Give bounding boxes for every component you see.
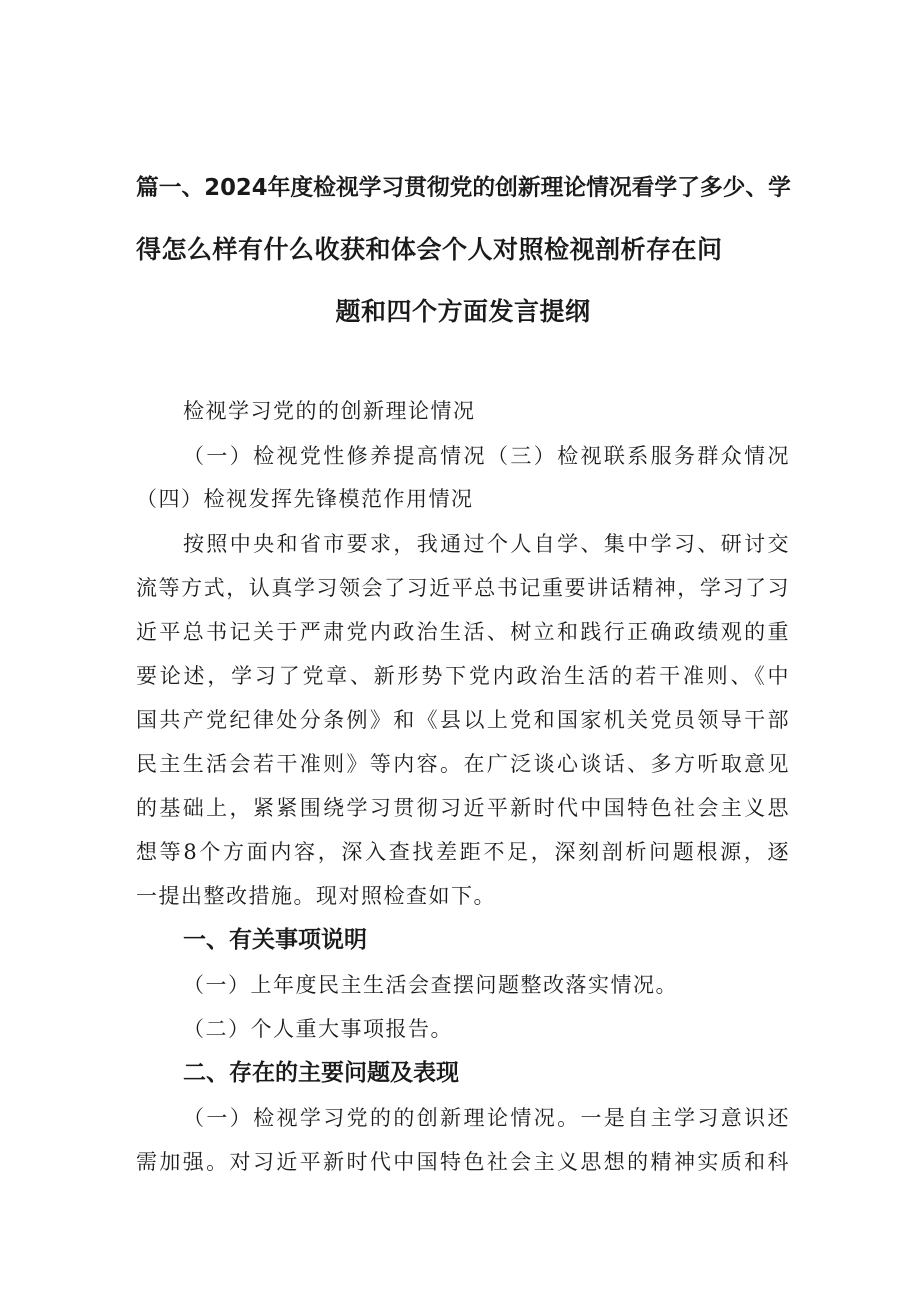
section-2-line-1: （一）检视学习党的的创新理论情况。一是自主学习意识还 bbox=[183, 1106, 790, 1130]
paragraph-line-9: 一提出整改措施。现对照检查如下。 bbox=[136, 884, 496, 908]
paragraph-line-5: 国共产党纪律处分条例》和《县以上党和国家机关党员领导干部 bbox=[136, 708, 790, 732]
intro-line-1: 检视学习党的的创新理论情况 bbox=[183, 399, 476, 423]
section-2-line-2: 需加强。对习近平新时代中国特色社会主义思想的精神实质和科 bbox=[136, 1150, 790, 1174]
intro-line-3: （四）检视发挥先锋模范作用情况 bbox=[136, 487, 474, 511]
document-title-line-3: 题和四个方面发言提纲 bbox=[335, 297, 591, 326]
document-title-line-2: 得怎么样有什么收获和体会个人对照检视剖析存在问 bbox=[136, 235, 723, 264]
document-title-line-1: 篇一、2024年度检视学习贯彻党的创新理论情况看学了多少、学 bbox=[136, 175, 791, 201]
section-1-item-1: （一）上年度民主生活会查摆问题整改落实情况。 bbox=[183, 973, 678, 997]
paragraph-line-3: 近平总书记关于严肃党内政治生活、树立和践行正确政绩观的重 bbox=[136, 620, 790, 644]
intro-line-2: （一）检视党性修养提高情况（三）检视联系服务群众情况 bbox=[183, 444, 790, 468]
paragraph-line-2: 流等方式，认真学习领会了习近平总书记重要讲话精神，学习了习 bbox=[136, 576, 790, 600]
paragraph-line-1: 按照中央和省市要求，我通过个人自学、集中学习、研讨交 bbox=[183, 532, 790, 556]
section-1-item-2: （二）个人重大事项报告。 bbox=[183, 1017, 453, 1041]
paragraph-line-6: 民主生活会若干准则》等内容。在广泛谈心谈话、多方听取意见 bbox=[136, 752, 790, 776]
paragraph-line-8: 想等8个方面内容，深入查找差距不足，深刻剖析问题根源，逐 bbox=[136, 840, 790, 864]
paragraph-line-4: 要论述，学习了党章、新形势下党内政治生活的若干准则、《中 bbox=[136, 664, 790, 688]
paragraph-line-7: 的基础上，紧紧围绕学习贯彻习近平新时代中国特色社会主义思 bbox=[136, 796, 790, 820]
section-1-heading: 一、有关事项说明 bbox=[183, 927, 367, 953]
section-2-heading: 二、存在的主要问题及表现 bbox=[183, 1060, 459, 1086]
